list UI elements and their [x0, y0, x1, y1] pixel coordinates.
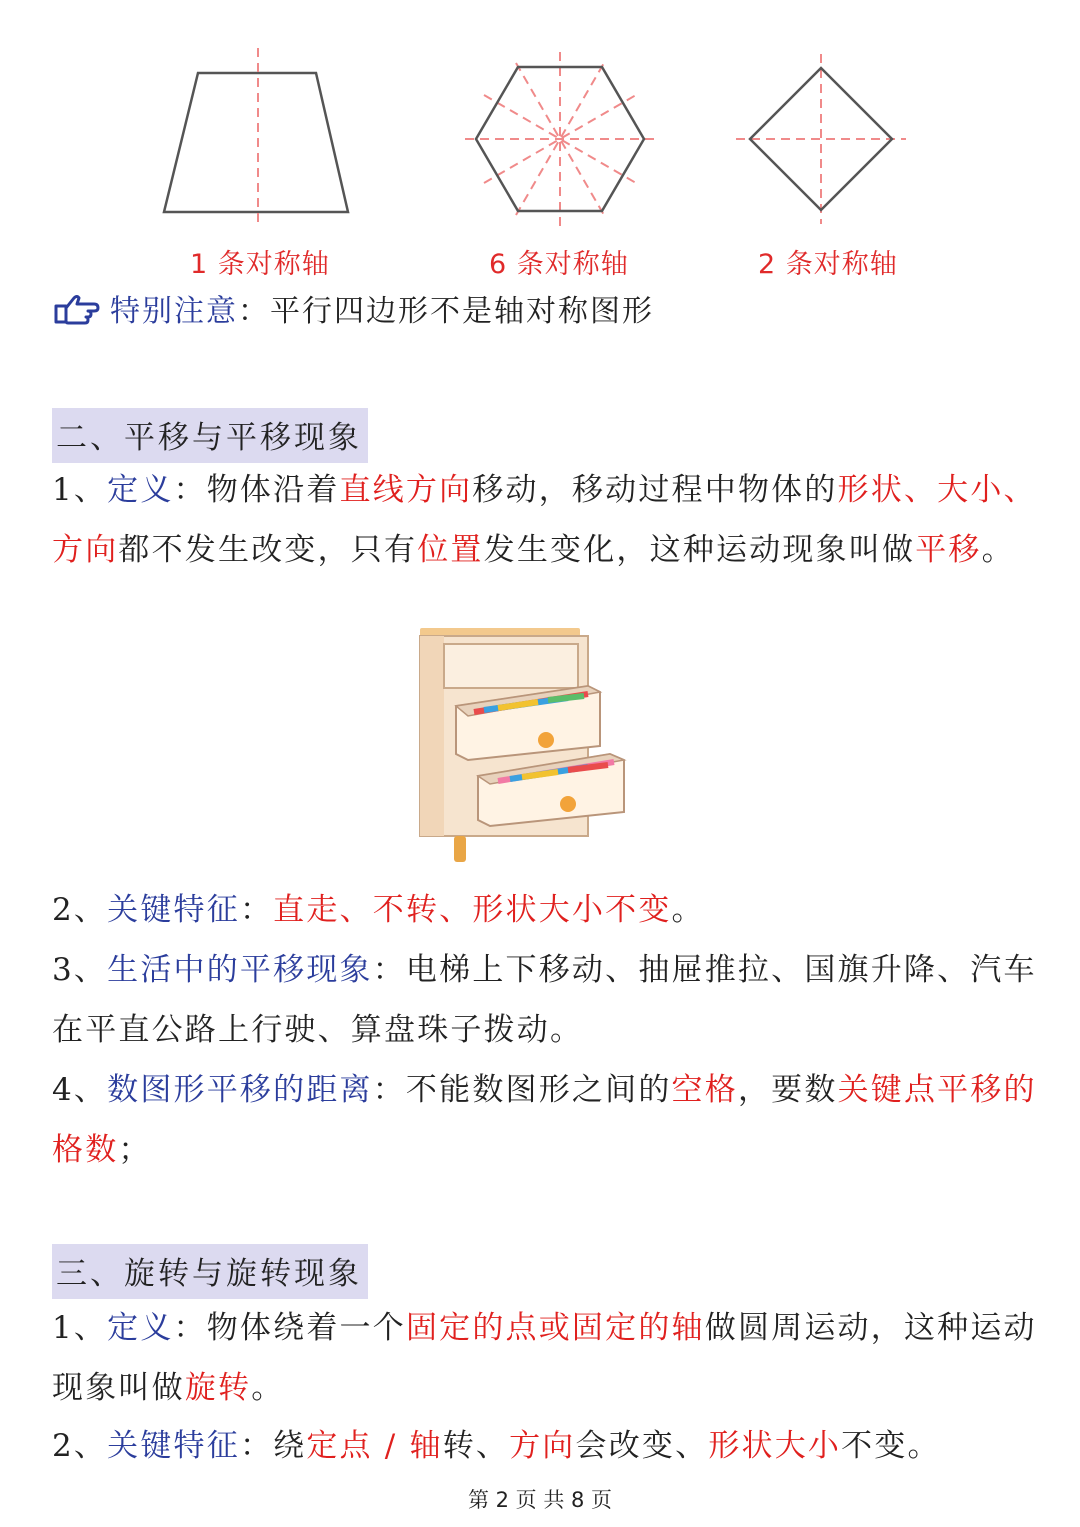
note-text: 平行四边形不是轴对称图形: [270, 294, 654, 329]
rotation-key-features-label: 关键特征: [107, 1428, 240, 1464]
note-colon: ：: [238, 294, 270, 329]
square-caption: 2 条对称轴: [758, 249, 898, 280]
pointing-hand-icon: [52, 288, 100, 328]
definition-label: 定义: [107, 472, 174, 508]
translation-distance: 4、数图形平移的距离：不能数图形之间的空格，要数关键点平移的格数；: [52, 1072, 1037, 1168]
section-heading-rotation: 三、旋转与旋转现象: [52, 1244, 368, 1299]
note-label: 特别注意: [110, 294, 238, 329]
trapezoid-caption: 1 条对称轴: [190, 249, 330, 280]
trapezoid-figure: [164, 48, 348, 228]
translation-examples: 3、生活中的平移现象：电梯上下移动、抽屉推拉、国旗升降、汽车在平直公路上行驶、算盘珠子拨动。: [52, 952, 1037, 1048]
special-note: [52, 286, 654, 330]
examples-label: 生活中的平移现象: [107, 952, 373, 988]
translation-key-features: 2、关键特征：直走、不转、形状大小不变。: [52, 892, 705, 928]
hexagon-caption: 6 条对称轴: [489, 249, 629, 280]
key-features-label: 关键特征: [107, 892, 240, 928]
drawer-illustration: [418, 626, 630, 866]
rotation-definition: 1、定义：物体绕着一个固定的点或固定的轴做圆周运动，这种运动现象叫做旋转。: [52, 1310, 1037, 1406]
translation-definition: 1、定义：物体沿着直线方向移动，移动过程中物体的形状、大小、方向都不发生改变，只有位置发生变化，这种运动现象叫做平移。: [52, 472, 1037, 568]
distance-label: 数图形平移的距离: [107, 1072, 373, 1108]
square-figure: [736, 54, 906, 224]
rotation-definition-label: 定义: [107, 1310, 174, 1346]
page-footer: 第 2 页 共 8 页: [467, 1488, 613, 1512]
rotation-key-features: 2、关键特征：绕定点 / 轴转、方向会改变、形状大小不变。: [52, 1428, 941, 1464]
section-heading-translation: 二、平移与平移现象: [52, 408, 368, 463]
hexagon-figure: [465, 52, 655, 226]
